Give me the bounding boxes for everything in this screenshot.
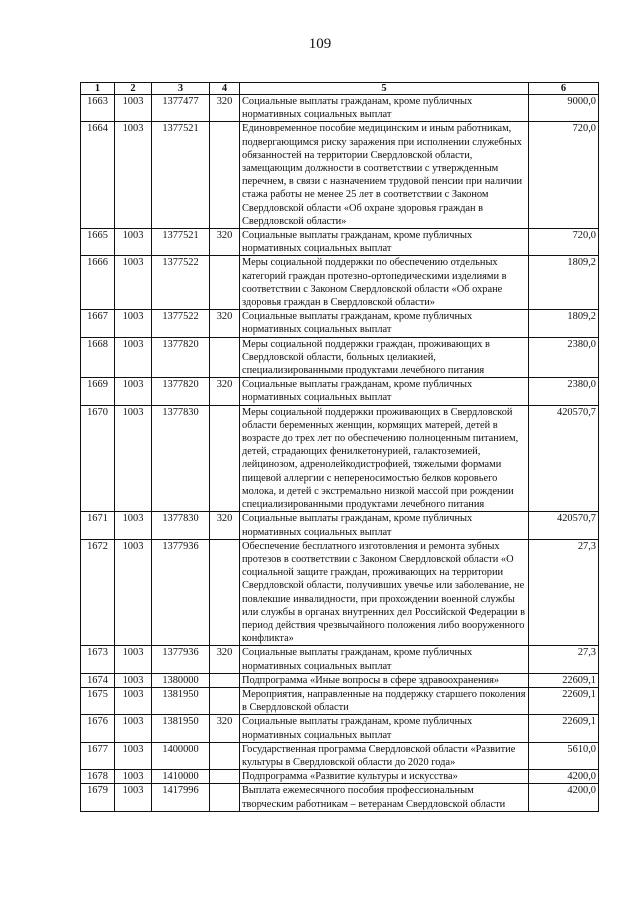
row-number-cell: 1665 bbox=[81, 229, 115, 256]
table-row bbox=[81, 687, 599, 714]
item-description-cell: Подпрограмма «Развитие культуры и искусства» bbox=[240, 770, 529, 784]
expense-type-code-cell: 320 bbox=[210, 512, 240, 539]
section-code-cell: 1003 bbox=[115, 673, 152, 687]
expense-type-code-cell bbox=[210, 122, 240, 229]
row-number-cell: 1670 bbox=[81, 405, 115, 512]
column-header-4: 4 bbox=[210, 83, 240, 95]
target-article-code-cell: 1377820 bbox=[152, 337, 210, 378]
target-article-code-cell: 1377522 bbox=[152, 256, 210, 310]
target-article-code-cell: 1381950 bbox=[152, 687, 210, 714]
expense-type-code-cell bbox=[210, 405, 240, 512]
column-header-1: 1 bbox=[81, 83, 115, 95]
target-article-code-cell: 1377936 bbox=[152, 539, 210, 646]
item-description-cell: Социальные выплаты гражданам, кроме публичных нормативных социальных выплат bbox=[240, 229, 529, 256]
section-code-cell: 1003 bbox=[115, 337, 152, 378]
table-row bbox=[81, 95, 599, 122]
section-code-cell: 1003 bbox=[115, 715, 152, 742]
target-article-code-cell: 1417996 bbox=[152, 784, 210, 811]
amount-cell: 2380,0 bbox=[529, 378, 599, 405]
section-code-cell: 1003 bbox=[115, 122, 152, 229]
section-code-cell: 1003 bbox=[115, 539, 152, 646]
target-article-code-cell: 1400000 bbox=[152, 742, 210, 769]
row-number-cell: 1672 bbox=[81, 539, 115, 646]
section-code-cell: 1003 bbox=[115, 646, 152, 673]
target-article-code-cell: 1377521 bbox=[152, 122, 210, 229]
table-row bbox=[81, 539, 599, 646]
item-description-cell: Меры социальной поддержки проживающих в Свердловской области беременных женщин, кормящих матерей, детей в возрасте до трех лет по обеспечению полноценным питанием, детей, страдающих фенилкетонурией, галактоземией, лейцинозом, адренолейкодистрофией, тяжелыми формами пищевой аллергии с непереносимостью белков коровьего молока, и детей с экстремально низкой массой при рождении специализированными продуктами лечебного питания bbox=[240, 405, 529, 512]
row-number-cell: 1677 bbox=[81, 742, 115, 769]
amount-cell: 1809,2 bbox=[529, 256, 599, 310]
target-article-code-cell: 1377830 bbox=[152, 512, 210, 539]
item-description-cell: Социальные выплаты гражданам, кроме публичных нормативных социальных выплат bbox=[240, 512, 529, 539]
table-body bbox=[81, 95, 599, 812]
table-row bbox=[81, 310, 599, 337]
table-row bbox=[81, 229, 599, 256]
item-description-cell: Меры социальной поддержки по обеспечению отдельных категорий граждан протезно-ортопедическими изделиями в соответствии с Законом Свердловской области «Об охране здоровья граждан в Свердловской области» bbox=[240, 256, 529, 310]
target-article-code-cell: 1410000 bbox=[152, 770, 210, 784]
item-description-cell: Выплата ежемесячного пособия профессиональным творческим работникам – ветеранам Свердловской области bbox=[240, 784, 529, 811]
row-number-cell: 1674 bbox=[81, 673, 115, 687]
target-article-code-cell: 1381950 bbox=[152, 715, 210, 742]
expense-type-code-cell bbox=[210, 256, 240, 310]
target-article-code-cell: 1377830 bbox=[152, 405, 210, 512]
row-number-cell: 1671 bbox=[81, 512, 115, 539]
table-row bbox=[81, 256, 599, 310]
row-number-cell: 1667 bbox=[81, 310, 115, 337]
column-header-5: 5 bbox=[240, 83, 529, 95]
target-article-code-cell: 1377477 bbox=[152, 95, 210, 122]
amount-cell: 27,3 bbox=[529, 646, 599, 673]
item-description-cell: Социальные выплаты гражданам, кроме публичных нормативных социальных выплат bbox=[240, 646, 529, 673]
item-description-cell: Социальные выплаты гражданам, кроме публичных нормативных социальных выплат bbox=[240, 95, 529, 122]
item-description-cell: Социальные выплаты гражданам, кроме публичных нормативных социальных выплат bbox=[240, 378, 529, 405]
section-code-cell: 1003 bbox=[115, 95, 152, 122]
table-row bbox=[81, 646, 599, 673]
target-article-code-cell: 1377521 bbox=[152, 229, 210, 256]
row-number-cell: 1663 bbox=[81, 95, 115, 122]
section-code-cell: 1003 bbox=[115, 405, 152, 512]
amount-cell: 22609,1 bbox=[529, 715, 599, 742]
table-row bbox=[81, 337, 599, 378]
expense-type-code-cell: 320 bbox=[210, 715, 240, 742]
table-row bbox=[81, 742, 599, 769]
amount-cell: 4200,0 bbox=[529, 784, 599, 811]
row-number-cell: 1666 bbox=[81, 256, 115, 310]
section-code-cell: 1003 bbox=[115, 742, 152, 769]
expense-type-code-cell bbox=[210, 784, 240, 811]
section-code-cell: 1003 bbox=[115, 256, 152, 310]
expense-type-code-cell: 320 bbox=[210, 646, 240, 673]
table-row bbox=[81, 405, 599, 512]
table-row bbox=[81, 122, 599, 229]
item-description-cell: Социальные выплаты гражданам, кроме публичных нормативных социальных выплат bbox=[240, 310, 529, 337]
expense-type-code-cell bbox=[210, 742, 240, 769]
row-number-cell: 1678 bbox=[81, 770, 115, 784]
section-code-cell: 1003 bbox=[115, 310, 152, 337]
section-code-cell: 1003 bbox=[115, 687, 152, 714]
amount-cell: 720,0 bbox=[529, 229, 599, 256]
row-number-cell: 1675 bbox=[81, 687, 115, 714]
row-number-cell: 1669 bbox=[81, 378, 115, 405]
amount-cell: 720,0 bbox=[529, 122, 599, 229]
section-code-cell: 1003 bbox=[115, 784, 152, 811]
section-code-cell: 1003 bbox=[115, 378, 152, 405]
expense-type-code-cell bbox=[210, 673, 240, 687]
expense-type-code-cell: 320 bbox=[210, 310, 240, 337]
table-row bbox=[81, 673, 599, 687]
amount-cell: 22609,1 bbox=[529, 687, 599, 714]
expense-type-code-cell bbox=[210, 539, 240, 646]
row-number-cell: 1664 bbox=[81, 122, 115, 229]
expense-type-code-cell: 320 bbox=[210, 229, 240, 256]
amount-cell: 4200,0 bbox=[529, 770, 599, 784]
expense-type-code-cell bbox=[210, 770, 240, 784]
item-description-cell: Меры социальной поддержки граждан, проживающих в Свердловской области, больных целиакией, специализированными продуктами лечебного питания bbox=[240, 337, 529, 378]
expense-type-code-cell: 320 bbox=[210, 378, 240, 405]
target-article-code-cell: 1380000 bbox=[152, 673, 210, 687]
table-header-row bbox=[81, 83, 599, 95]
expense-type-code-cell: 320 bbox=[210, 95, 240, 122]
item-description-cell: Государственная программа Свердловской области «Развитие культуры в Свердловской области до 2020 года» bbox=[240, 742, 529, 769]
amount-cell: 27,3 bbox=[529, 539, 599, 646]
amount-cell: 2380,0 bbox=[529, 337, 599, 378]
amount-cell: 420570,7 bbox=[529, 405, 599, 512]
row-number-cell: 1668 bbox=[81, 337, 115, 378]
column-header-6: 6 bbox=[529, 83, 599, 95]
expense-type-code-cell bbox=[210, 337, 240, 378]
target-article-code-cell: 1377936 bbox=[152, 646, 210, 673]
column-header-2: 2 bbox=[115, 83, 152, 95]
row-number-cell: 1673 bbox=[81, 646, 115, 673]
table-row bbox=[81, 715, 599, 742]
item-description-cell: Единовременное пособие медицинским и иным работникам, подвергающимся риску заражения при исполнении служебных обязанностей на территории Свердловской области, замещающим должности в соответствии с утвержденным перечнем, в связи с назначением трудовой пенсии при наличии стажа работы не менее 25 лет в соответствии с Законом Свердловской области «Об охране здоровья граждан в Свердловской области» bbox=[240, 122, 529, 229]
expense-type-code-cell bbox=[210, 687, 240, 714]
section-code-cell: 1003 bbox=[115, 770, 152, 784]
row-number-cell: 1676 bbox=[81, 715, 115, 742]
amount-cell: 420570,7 bbox=[529, 512, 599, 539]
item-description-cell: Обеспечение бесплатного изготовления и ремонта зубных протезов в соответствии с Законом Свердловской области «О социальной защите граждан, проживающих на территории Свердловской области, получивших увечье или заболевание, не повлекшие инвалидности, при прохождении военной службы или службы в органах внутренних дел Российской Федерации в период действия чрезвычайного положения либо вооруженного конфликта» bbox=[240, 539, 529, 646]
section-code-cell: 1003 bbox=[115, 512, 152, 539]
amount-cell: 5610,0 bbox=[529, 742, 599, 769]
row-number-cell: 1679 bbox=[81, 784, 115, 811]
item-description-cell: Социальные выплаты гражданам, кроме публичных нормативных социальных выплат bbox=[240, 715, 529, 742]
section-code-cell: 1003 bbox=[115, 229, 152, 256]
item-description-cell: Подпрограмма «Иные вопросы в сфере здравоохранения» bbox=[240, 673, 529, 687]
amount-cell: 1809,2 bbox=[529, 310, 599, 337]
column-header-3: 3 bbox=[152, 83, 210, 95]
amount-cell: 9000,0 bbox=[529, 95, 599, 122]
item-description-cell: Мероприятия, направленные на поддержку старшего поколения в Свердловской области bbox=[240, 687, 529, 714]
amount-cell: 22609,1 bbox=[529, 673, 599, 687]
table-row bbox=[81, 378, 599, 405]
target-article-code-cell: 1377522 bbox=[152, 310, 210, 337]
budget-table bbox=[80, 82, 599, 812]
page-number: 109 bbox=[308, 36, 332, 52]
table-row bbox=[81, 784, 599, 811]
table-row bbox=[81, 512, 599, 539]
table-row bbox=[81, 770, 599, 784]
target-article-code-cell: 1377820 bbox=[152, 378, 210, 405]
